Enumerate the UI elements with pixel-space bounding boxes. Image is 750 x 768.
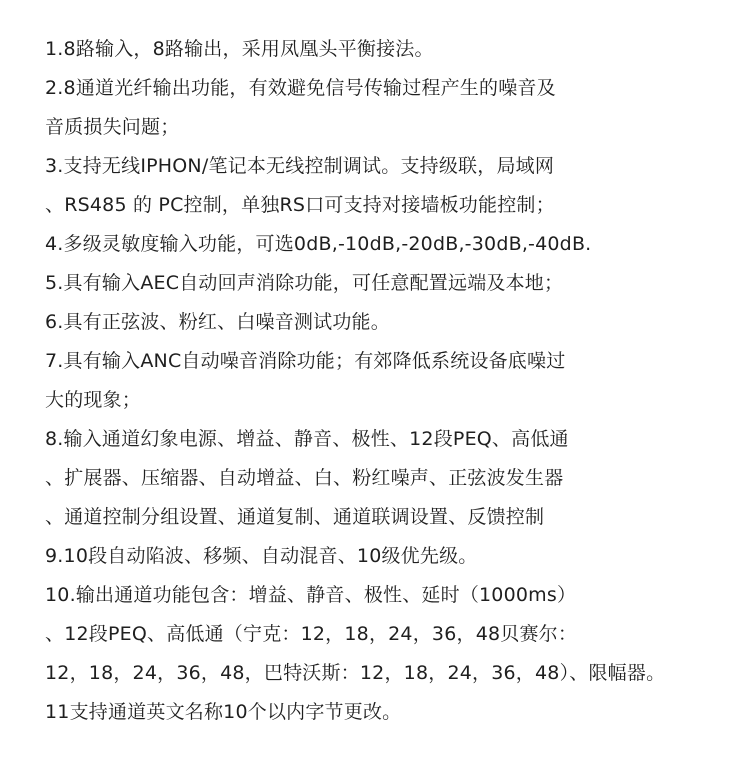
feature-line-2: 2.8通道光纤输出功能，有效避免信号传输过程产生的噪音及 — [45, 77, 556, 99]
feature-line-2-cont: 音质损失问题； — [45, 116, 180, 138]
feature-line-7: 7.具有输入ANC自动噪音消除功能；有郊降低系统设备底噪过 — [45, 350, 566, 372]
feature-line-10: 10.输出通道功能包含：增益、静音、极性、延时（1000ms） — [45, 584, 577, 606]
feature-line-7-cont: 大的现象； — [45, 389, 142, 411]
feature-line-8: 8.输入通道幻象电源、增益、静音、极性、12段PEQ、高低通 — [45, 428, 569, 450]
feature-line-8-cont-2: 、通道控制分组设置、通道复制、通道联调设置、反馈控制 — [45, 506, 545, 528]
feature-line-1: 1.8路输入，8路输出，采用凤凰头平衡接法。 — [45, 38, 434, 60]
feature-line-3: 3.支持无线IPHON/笔记本无线控制调试。支持级联，局域网 — [45, 155, 555, 177]
feature-line-10-cont-1: 、12段PEQ、高低通（宁克：12，18，24，36，48贝赛尔： — [45, 623, 578, 645]
feature-line-4: 4.多级灵敏度输入功能，可选0dB,-10dB,-20dB,-30dB,-40dB. — [45, 233, 592, 255]
feature-line-9: 9.10段自动陷波、移频、自动混音、10级优先级。 — [45, 545, 478, 567]
feature-line-11: 11支持通道英文名称10个以内字节更改。 — [45, 701, 402, 723]
feature-line-6: 6.具有正弦波、粉红、白噪音测试功能。 — [45, 311, 390, 333]
feature-line-5: 5.具有输入AEC自动回声消除功能，可任意配置远端及本地； — [45, 272, 564, 294]
feature-line-10-cont-2: 12，18，24，36，48，巴特沃斯：12，18，24，36，48）、限幅器。 — [45, 662, 666, 684]
feature-line-8-cont-1: 、扩展器、压缩器、自动增益、白、粉红噪声、正弦波发生器 — [45, 467, 564, 489]
feature-list — [45, 30, 745, 732]
feature-line-3-cont: 、RS485 的 PC控制，单独RS口可支持对接墙板功能控制； — [45, 194, 555, 216]
